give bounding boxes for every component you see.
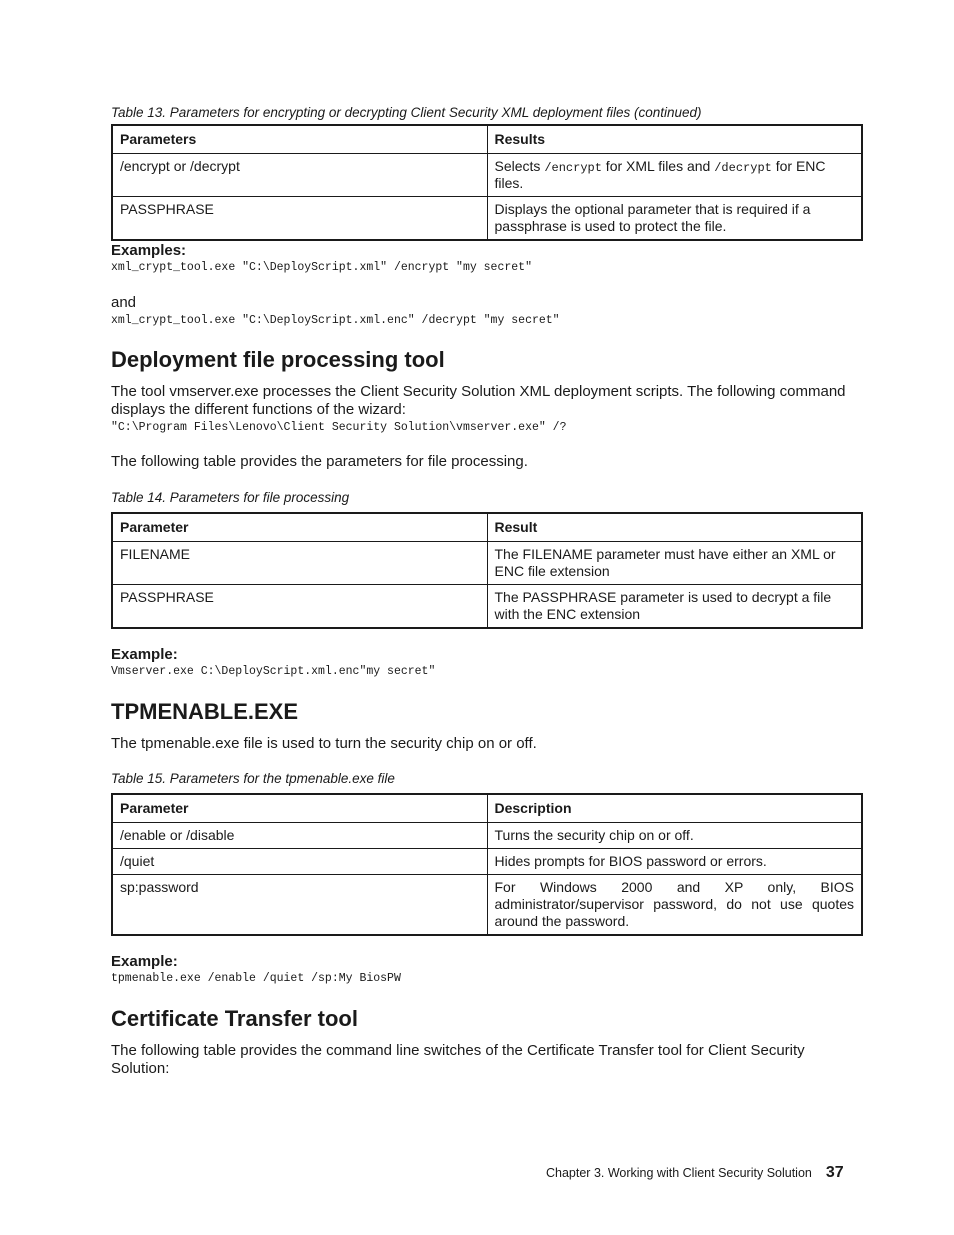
deployment-heading: Deployment file processing tool [111, 347, 445, 372]
tpmenable-heading: TPMENABLE.EXE [111, 699, 299, 724]
table-13 [111, 124, 863, 241]
table-15 [111, 793, 863, 936]
table-row [112, 849, 862, 875]
examples-label: Examples: [111, 242, 187, 259]
table-row [112, 154, 862, 197]
table-header-row [112, 125, 862, 154]
table-row [112, 823, 862, 849]
param-cell: /enable or /disable [112, 823, 487, 849]
param-cell: PASSPHRASE [112, 585, 487, 629]
vmserver-command: "C:\Program Files\Lenovo\Client Security Solution\vmserver.exe" /? [111, 421, 567, 434]
column-header-parameter: Parameter [112, 513, 487, 542]
table-13-caption: Table 13. Parameters for encrypting or decrypting Client Security XML deployment files (continued) [111, 105, 702, 120]
table-14 [111, 512, 863, 629]
page-number: 37 [825, 1164, 844, 1181]
code-example-decrypt: xml_crypt_tool.exe "C:\DeployScript.xml.enc" /decrypt "my secret" [111, 314, 560, 327]
certificate-heading: Certificate Transfer tool [111, 1006, 358, 1031]
param-cell: sp:password [112, 875, 487, 936]
result-cell: Selects /encrypt for XML files and /decrypt for ENC files. [487, 154, 862, 197]
param-cell: FILENAME [112, 542, 487, 585]
code-example-vmserver: Vmserver.exe C:\DeployScript.xml.enc"my secret" [111, 665, 436, 678]
table-row [112, 197, 862, 241]
column-header-result: Result [487, 513, 862, 542]
example-label: Example: [111, 646, 178, 663]
result-cell: Turns the security chip on or off. [487, 823, 862, 849]
result-cell: Displays the optional parameter that is required if a passphrase is used to protect the file. [487, 197, 862, 241]
result-cell: The FILENAME parameter must have either an XML or ENC file extension [487, 542, 862, 585]
code-example-tpmenable: tpmenable.exe /enable /quiet /sp:My BiosPW [111, 972, 401, 985]
table-15-caption: Table 15. Parameters for the tpmenable.exe file [111, 771, 395, 786]
file-processing-intro: The following table provides the parameters for file processing. [111, 453, 528, 470]
table-row [112, 585, 862, 629]
table-row [112, 875, 862, 936]
example-label: Example: [111, 953, 178, 970]
tpmenable-paragraph: The tpmenable.exe file is used to turn the security chip on or off. [111, 735, 537, 752]
table-14-caption: Table 14. Parameters for file processing [111, 490, 350, 505]
table-header-row [112, 513, 862, 542]
result-cell: The PASSPHRASE parameter is used to decrypt a file with the ENC extension [487, 585, 862, 629]
deployment-paragraph: The tool vmserver.exe processes the Client Security Solution XML deployment scripts. The following command displays the different functions of the wizard: [111, 383, 846, 418]
table-row [112, 542, 862, 585]
result-cell: Hides prompts for BIOS password or errors. [487, 849, 862, 875]
param-cell: /quiet [112, 849, 487, 875]
certificate-paragraph: The following table provides the command line switches of the Certificate Transfer tool for Client Security Solution: [111, 1042, 805, 1077]
column-header-results: Results [487, 125, 862, 154]
column-header-description: Description [487, 794, 862, 823]
code-example-encrypt: xml_crypt_tool.exe "C:\DeployScript.xml" /encrypt "my secret" [111, 261, 532, 274]
table-header-row [112, 794, 862, 823]
and-text: and [111, 294, 137, 311]
column-header-parameter: Parameter [112, 794, 487, 823]
footer-chapter: Chapter 3. Working with Client Security Solution [546, 1166, 812, 1180]
param-cell: /encrypt or /decrypt [112, 154, 487, 197]
column-header-parameters: Parameters [112, 125, 487, 154]
page-footer [546, 1163, 844, 1183]
result-cell: For Windows 2000 and XP only, BIOS administrator/supervisor password, do not use quotes around the password. [487, 875, 862, 936]
param-cell: PASSPHRASE [112, 197, 487, 241]
